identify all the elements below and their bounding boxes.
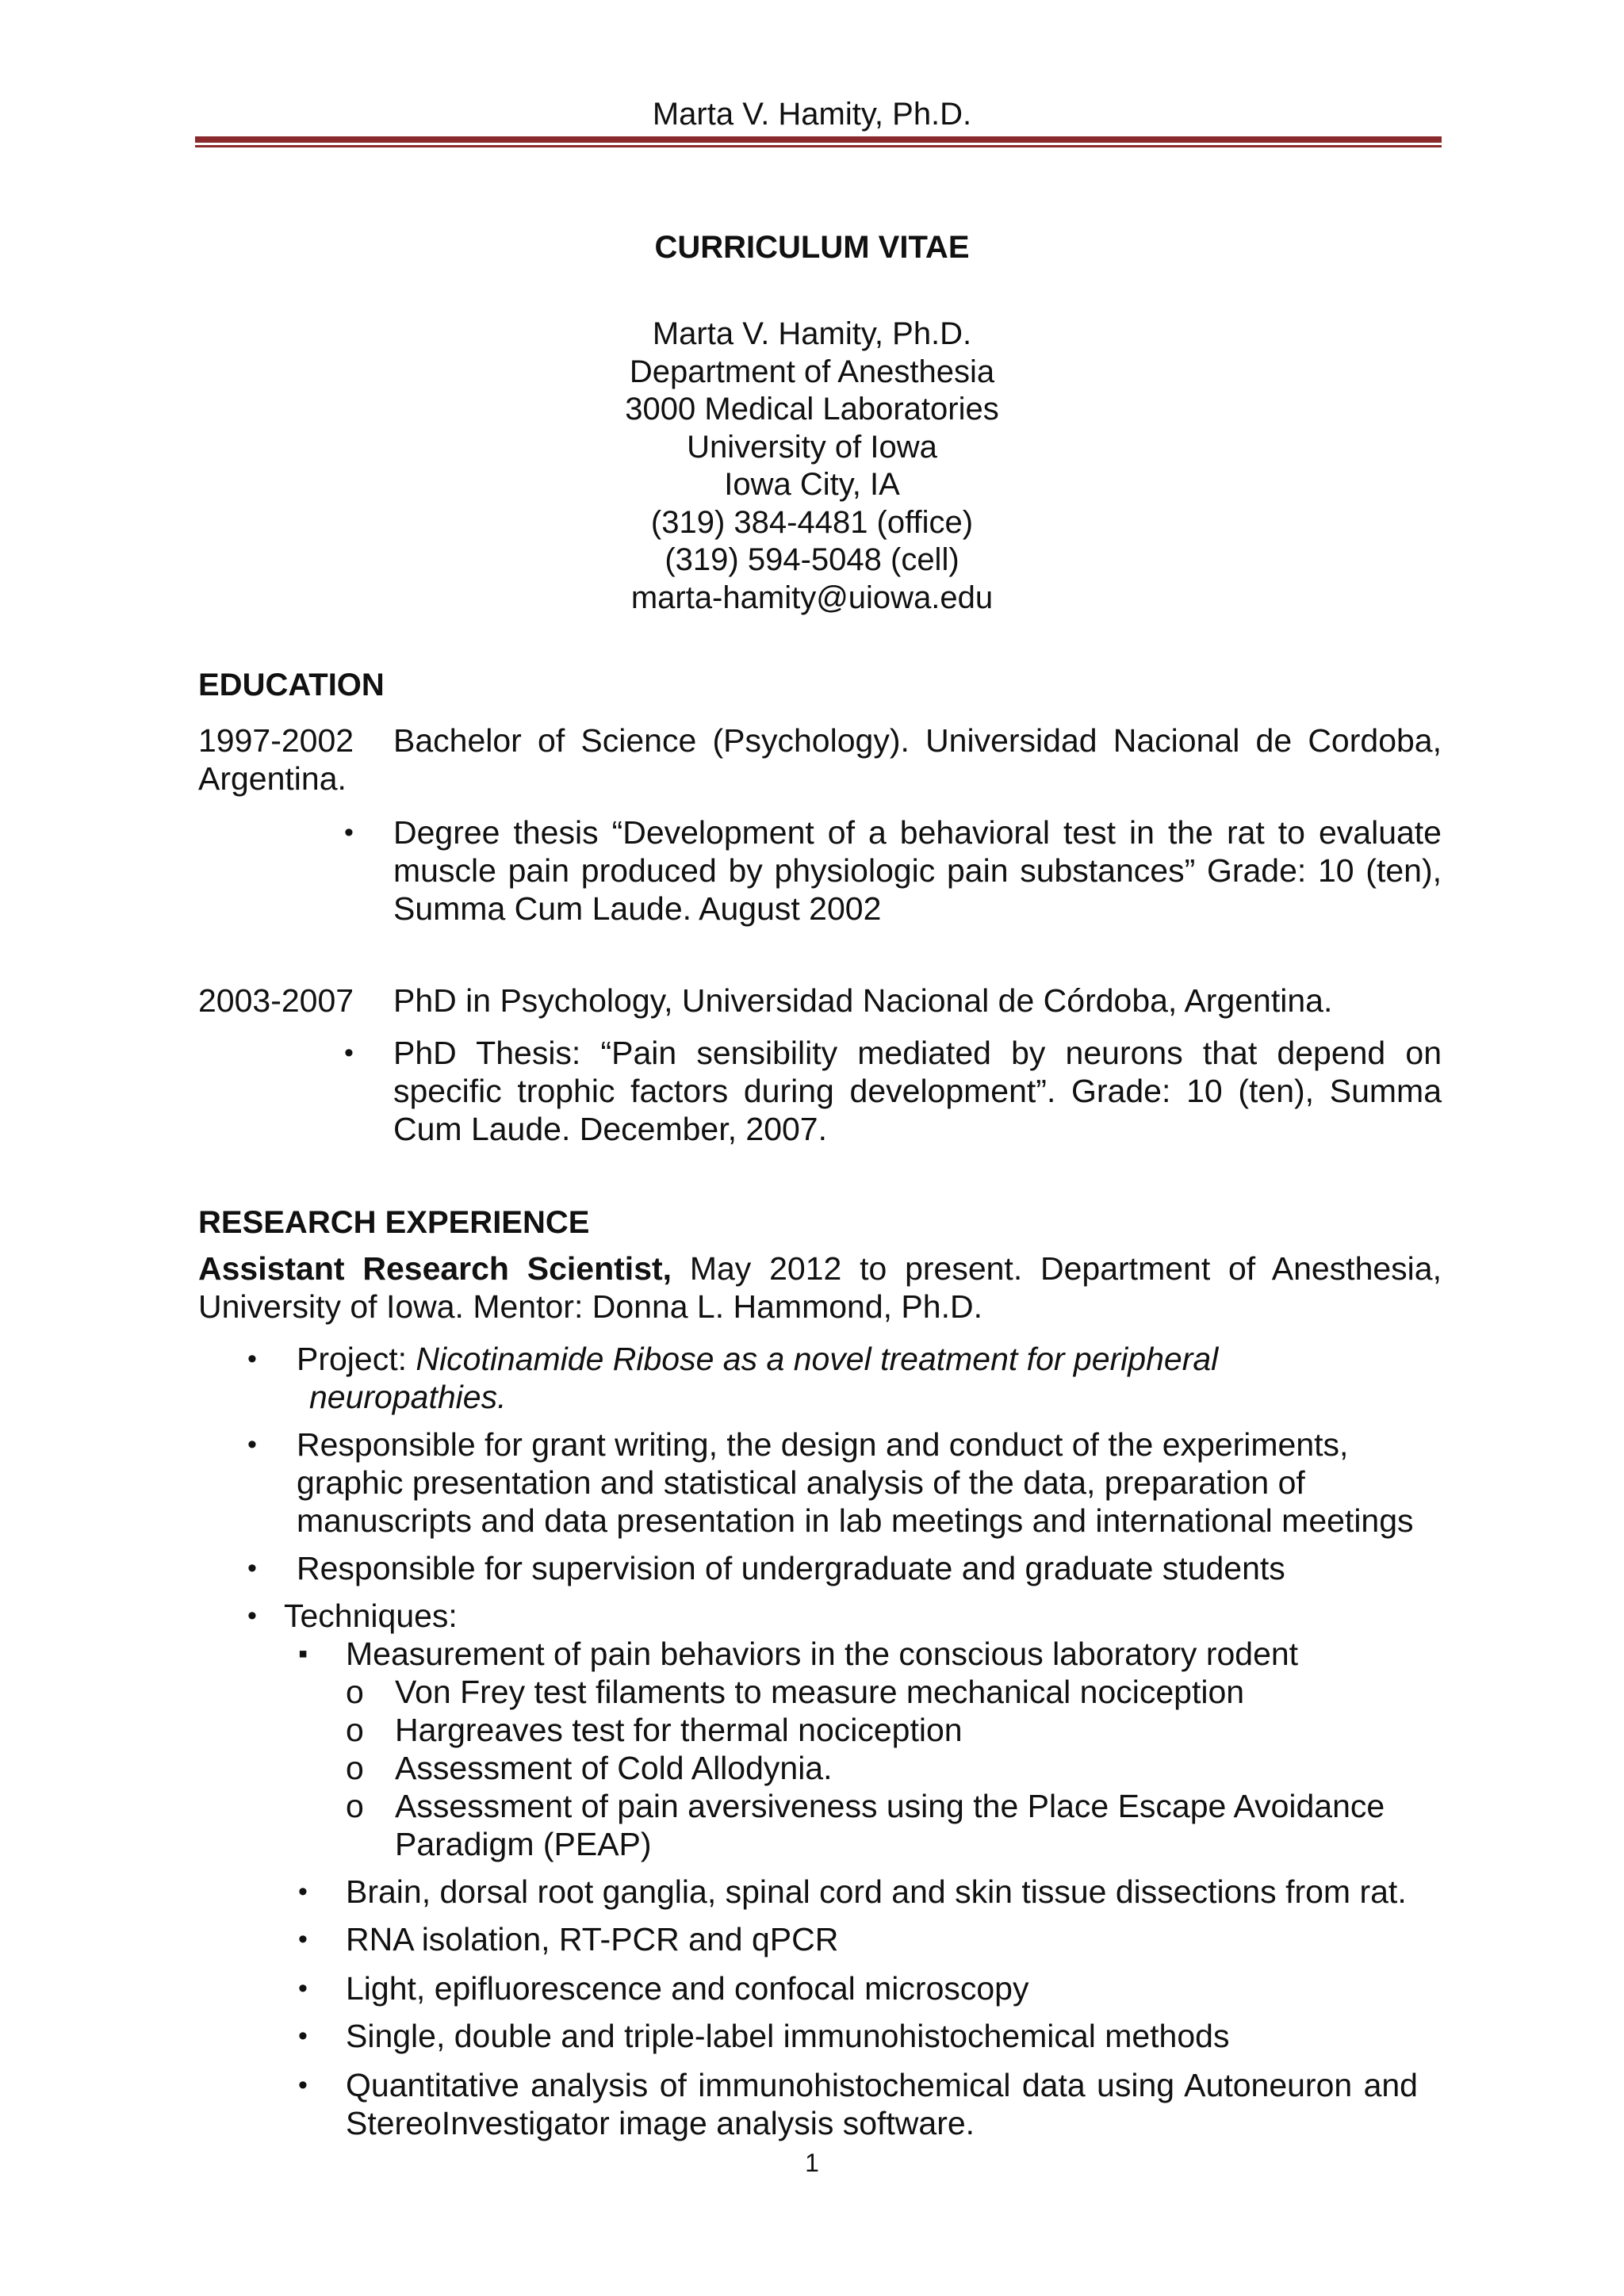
bullet-disc-icon [298, 2066, 308, 2104]
education-thesis-2-line-2-text: specific trophic factors during development”. Grade: 10 (ten), Summa [393, 1073, 1442, 1109]
education-thesis-1-line-2-text: muscle pain produced by physiologic pain substances” Grade: 10 (ten), [393, 852, 1442, 889]
contact-block [0, 316, 1624, 617]
contact-phone-office: (319) 384-4481 (office) [650, 504, 974, 540]
education-degree-2: PhD in Psychology, Universidad Nacional de Córdoba, Argentina. [393, 982, 1333, 1019]
education-thesis-2-line-1 [393, 1034, 1442, 1072]
sub-bullet-marker: o [346, 1712, 364, 1748]
research-position-rest: May 2012 to present. Department of Anesthesia, [689, 1250, 1442, 1287]
education-thesis-2-line-1-text: PhD Thesis: “Pain sensibility mediated by neurons that depend on [393, 1035, 1442, 1071]
technique-quantitative-line-1 [346, 2066, 1418, 2104]
research-responsibilities-line-3: manuscripts and data presentation in lab meetings and international meetings [297, 1502, 1414, 1539]
technique-microscopy: Light, epifluorescence and confocal microscopy [346, 1970, 1029, 2007]
bullet-disc-icon [344, 813, 354, 851]
research-heading: RESEARCH EXPERIENCE [198, 1205, 590, 1240]
research-project-label: Project: [297, 1341, 407, 1377]
pain-test-hargreaves: Hargreaves test for thermal nociception [395, 1712, 963, 1748]
education-thesis-1-line-3: Summa Cum Laude. August 2002 [393, 890, 882, 927]
contact-name: Marta V. Hamity, Ph.D. [652, 316, 972, 351]
contact-department: Department of Anesthesia [629, 354, 995, 389]
header-rule-thin [195, 145, 1442, 147]
education-years-2: 2003-2007 [198, 982, 354, 1019]
page-number: 1 [805, 2149, 819, 2177]
bullet-disc-icon [247, 1425, 257, 1464]
contact-email: marta-hamity@uiowa.edu [630, 580, 994, 615]
research-project-line-2: neuropathies. [309, 1379, 507, 1415]
research-project-title: Nicotinamide Ribose as a novel treatment for peripheral [416, 1341, 1219, 1377]
bullet-disc-icon [247, 1597, 257, 1635]
research-position-line-1 [198, 1249, 1442, 1288]
pain-test-von-frey: Von Frey test filaments to measure mechanical nociception [395, 1674, 1245, 1710]
contact-city: Iowa City, IA [724, 467, 900, 502]
education-degree-1-cont: Argentina. [198, 760, 347, 797]
research-techniques-label: Techniques: [284, 1598, 458, 1634]
bullet-disc-icon [247, 1549, 257, 1587]
contact-phone-cell: (319) 594-5048 (cell) [665, 542, 959, 577]
research-responsibilities-line-2: graphic presentation and statistical analysis of the data, preparation of [297, 1464, 1305, 1501]
contact-building: 3000 Medical Laboratories [625, 392, 999, 427]
education-thesis-2-line-2 [393, 1072, 1442, 1110]
bullet-disc-icon [298, 2017, 308, 2055]
document-title: CURRICULUM VITAE [654, 230, 970, 265]
bullet-disc-icon [298, 1873, 308, 1911]
education-thesis-2-line-3: Cum Laude. December, 2007. [393, 1111, 827, 1147]
education-heading: EDUCATION [198, 668, 385, 702]
education-thesis-1-line-1 [393, 813, 1442, 851]
technique-pain-behaviors: Measurement of pain behaviors in the conscious laboratory rodent [346, 1636, 1299, 1672]
bullet-disc-icon [344, 1034, 354, 1072]
contact-university: University of Iowa [687, 429, 937, 465]
running-header-name: Marta V. Hamity, Ph.D. [652, 97, 972, 132]
research-supervision: Responsible for supervision of undergraduate and graduate students [297, 1550, 1285, 1586]
education-degree-1-text: Bachelor of Science (Psychology). Universidad Nacional de Cordoba, [393, 722, 1442, 759]
education-thesis-1-line-1-text: Degree thesis “Development of a behavioral test in the rat to evaluate [393, 814, 1442, 851]
sub-bullet-marker: o [346, 1674, 364, 1710]
bullet-disc-icon [247, 1340, 257, 1378]
bullet-square-icon [298, 1635, 308, 1673]
pain-test-cold-allodynia: Assessment of Cold Allodynia. [395, 1750, 833, 1786]
technique-quantitative-line-2: StereoInvestigator image analysis software. [346, 2105, 975, 2141]
research-project-line-1 [297, 1340, 1218, 1378]
sub-bullet-marker: o [346, 1788, 364, 1824]
technique-rna: RNA isolation, RT-PCR and qPCR [346, 1921, 839, 1957]
research-position-title: Assistant Research Scientist, [198, 1250, 672, 1287]
bullet-disc-icon [298, 1969, 308, 2007]
technique-immunohistochemical: Single, double and triple-label immunohistochemical methods [346, 2018, 1230, 2054]
header-rule-thick [195, 136, 1442, 143]
pain-test-peap: Assessment of pain aversiveness using the Place Escape Avoidance [395, 1788, 1385, 1824]
technique-quantitative-line-1-text: Quantitative analysis of immunohistochemical data using Autoneuron and [346, 2067, 1418, 2103]
sub-bullet-marker: o [346, 1750, 364, 1786]
education-thesis-1-line-2 [393, 851, 1442, 890]
education-years-1: 1997-2002 [198, 722, 354, 759]
education-degree-1 [393, 721, 1442, 760]
pain-test-peap-cont: Paradigm (PEAP) [395, 1826, 652, 1862]
research-responsibilities-line-1: Responsible for grant writing, the design and conduct of the experiments, [297, 1426, 1349, 1463]
research-position-line-2: University of Iowa. Mentor: Donna L. Hammond, Ph.D. [198, 1288, 982, 1325]
bullet-disc-icon [298, 1920, 308, 1958]
technique-dissections: Brain, dorsal root ganglia, spinal cord and skin tissue dissections from rat. [346, 1873, 1407, 1910]
